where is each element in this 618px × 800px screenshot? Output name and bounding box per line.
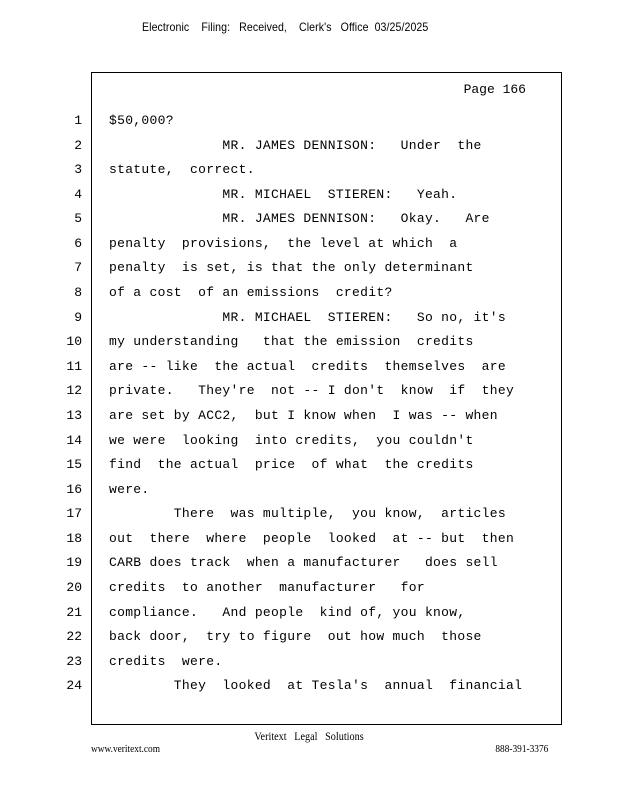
page-number: Page 166 — [463, 82, 526, 97]
transcript-line: $50,000? — [109, 113, 174, 128]
transcript-line: MR. MICHAEL STIEREN: So no, it's — [109, 310, 506, 325]
transcript-line: statute, correct. — [109, 162, 255, 177]
line-number: 11 — [66, 359, 82, 374]
line-number: 7 — [74, 260, 82, 275]
transcript-line: were. — [109, 482, 150, 497]
transcript-line: penalty is set, is that the only determinant — [109, 260, 474, 275]
transcript-line: There was multiple, you know, articles — [109, 506, 506, 521]
line-number: 12 — [66, 383, 82, 398]
line-number: 22 — [66, 629, 82, 644]
line-number: 5 — [74, 211, 82, 226]
transcript-line: my understanding that the emission credits — [109, 334, 474, 349]
transcript-line: credits to another manufacturer for — [109, 580, 425, 595]
line-number: 10 — [66, 334, 82, 349]
transcript-line: MR. JAMES DENNISON: Okay. Are — [109, 211, 490, 226]
transcript-line: out there where people looked at -- but then — [109, 531, 515, 546]
transcript-line: penalty provisions, the level at which a — [109, 236, 458, 251]
line-number: 17 — [66, 506, 82, 521]
line-number: 9 — [74, 310, 82, 325]
transcript-line: private. They're not -- I don't know if they — [109, 383, 515, 398]
footer-website: www.veritext.com — [91, 743, 160, 755]
line-number: 15 — [66, 457, 82, 472]
line-number: 18 — [66, 531, 82, 546]
transcript-line: of a cost of an emissions credit? — [109, 285, 393, 300]
line-number: 1 — [74, 113, 82, 128]
transcript-line: are set by ACC2, but I know when I was -- when — [109, 408, 498, 423]
line-number: 16 — [66, 482, 82, 497]
line-number: 8 — [74, 285, 82, 300]
transcript-line: MR. MICHAEL STIEREN: Yeah. — [109, 187, 458, 202]
line-number: 20 — [66, 580, 82, 595]
transcript-line: credits were. — [109, 654, 223, 669]
transcript-line: we were looking into credits, you couldn't — [109, 433, 474, 448]
transcript-line: MR. JAMES DENNISON: Under the — [109, 138, 482, 153]
line-number: 6 — [74, 236, 82, 251]
line-number: 14 — [66, 433, 82, 448]
transcript-line: find the actual price of what the credits — [109, 457, 474, 472]
transcript-line: back door, try to figure out how much those — [109, 629, 482, 644]
filing-stamp: Electronic Filing: Received, Clerk's Office 03/25/2025 — [142, 20, 429, 34]
transcript-line: They looked at Tesla's annual financial — [109, 678, 523, 693]
line-number: 2 — [74, 138, 82, 153]
line-number: 19 — [66, 555, 82, 570]
line-number: 21 — [66, 605, 82, 620]
line-number: 3 — [74, 162, 82, 177]
transcript-line: compliance. And people kind of, you know, — [109, 605, 466, 620]
line-number: 24 — [66, 678, 82, 693]
line-number: 13 — [66, 408, 82, 423]
footer-company: Veritext Legal Solutions — [254, 729, 364, 743]
line-number: 23 — [66, 654, 82, 669]
footer-phone: 888-391-3376 — [495, 743, 548, 755]
line-number: 4 — [74, 187, 82, 202]
transcript-line: CARB does track when a manufacturer does sell — [109, 555, 498, 570]
transcript-line: are -- like the actual credits themselves are — [109, 359, 506, 374]
